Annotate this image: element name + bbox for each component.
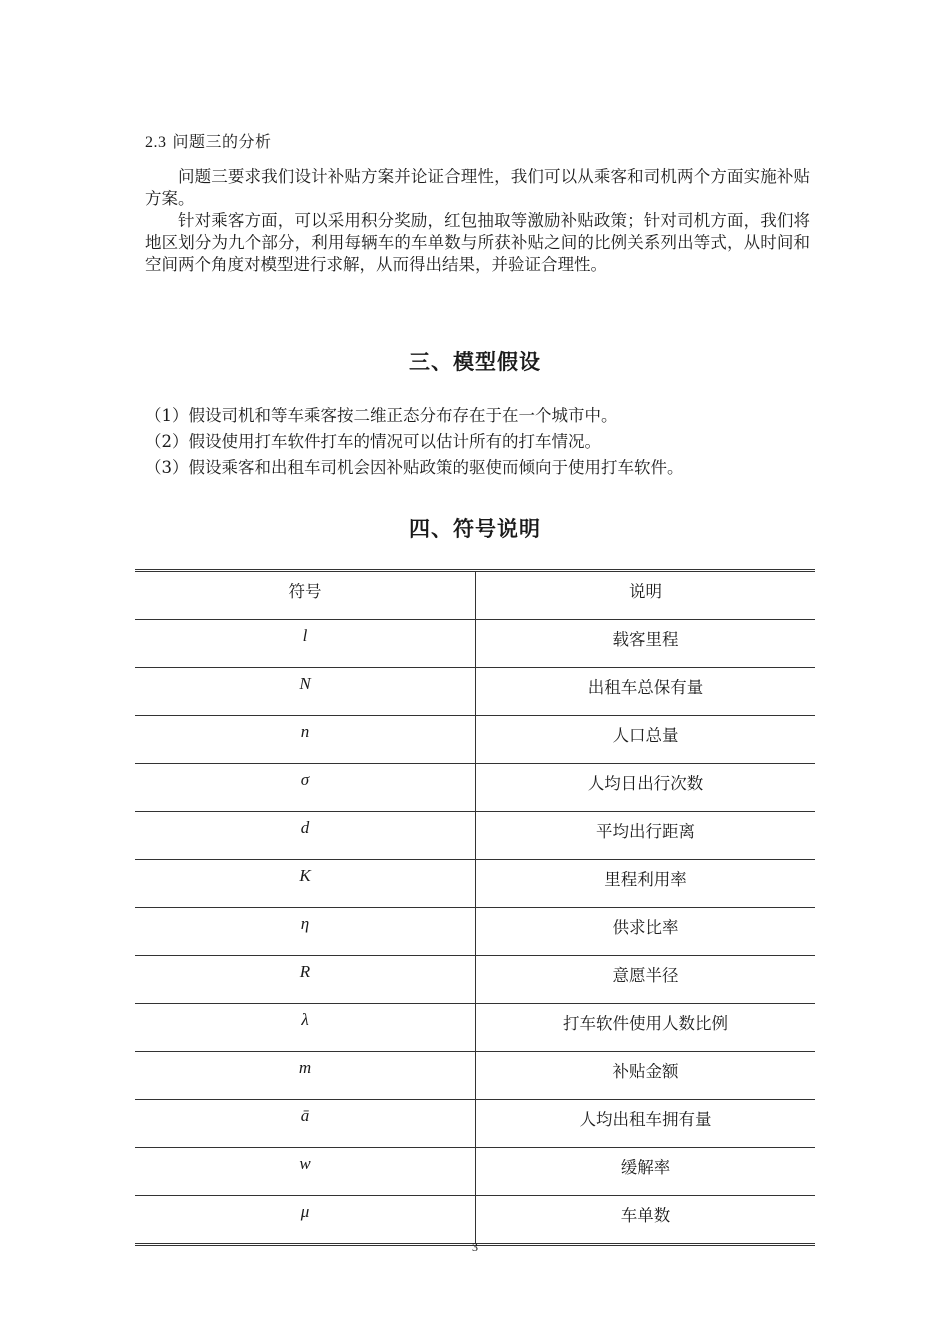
table-row [135, 1148, 815, 1196]
table-row [135, 1004, 815, 1052]
section-title: 问题三的分析 [172, 132, 272, 151]
header-description: 说明 [476, 571, 816, 620]
symbol-cell: ā [135, 1100, 476, 1148]
section-number: 2.3 [145, 134, 167, 151]
table-row [135, 716, 815, 764]
table-row [135, 908, 815, 956]
description-cell: 缓解率 [476, 1148, 816, 1196]
symbol-cell: d [135, 812, 476, 860]
assumption-item: （2）假设使用打车软件打车的情况可以估计所有的打车情况。 [145, 432, 601, 451]
symbol-table [135, 569, 815, 1246]
description-cell: 人均出租车拥有量 [476, 1100, 816, 1148]
chapter-title-assumptions: 三、模型假设 [409, 350, 541, 374]
symbol-cell: η [135, 908, 476, 956]
symbol-cell: K [135, 860, 476, 908]
description-cell: 意愿半径 [476, 956, 816, 1004]
description-cell: 出租车总保有量 [476, 668, 816, 716]
description-cell: 供求比率 [476, 908, 816, 956]
table-row [135, 860, 815, 908]
symbol-cell: n [135, 716, 476, 764]
paragraph: 问题三要求我们设计补贴方案并论证合理性，我们可以从乘客和司机两个方面实施补贴方案。 [145, 167, 810, 208]
table-row [135, 668, 815, 716]
description-cell: 补贴金额 [476, 1052, 816, 1100]
header-symbol: 符号 [135, 571, 476, 620]
symbol-cell: R [135, 956, 476, 1004]
assumption-item: （1）假设司机和等车乘客按二维正态分布存在于在一个城市中。 [145, 406, 618, 425]
description-cell: 载客里程 [476, 620, 816, 668]
paragraph: 针对乘客方面，可以采用积分奖励，红包抽取等激励补贴政策；针对司机方面，我们将地区划分为九个部分，利用每辆车的车单数与所获补贴之间的比例关系列出等式，从时间和空间两个角度对模型进行求解，从而得出结果，并验证合理性。 [145, 211, 810, 274]
description-cell: 里程利用率 [476, 860, 816, 908]
table-row [135, 1100, 815, 1148]
symbol-cell: w [135, 1148, 476, 1196]
table-row [135, 812, 815, 860]
symbol-cell: m [135, 1052, 476, 1100]
symbol-cell: N [135, 668, 476, 716]
table-row [135, 956, 815, 1004]
table-row [135, 620, 815, 668]
symbol-cell: σ [135, 764, 476, 812]
symbol-cell: λ [135, 1004, 476, 1052]
description-cell: 打车软件使用人数比例 [476, 1004, 816, 1052]
assumption-item: （3）假设乘客和出租车司机会因补贴政策的驱使而倾向于使用打车软件。 [145, 458, 684, 477]
symbol-cell: l [135, 620, 476, 668]
table-header-row [135, 571, 815, 620]
table-row [135, 1196, 815, 1245]
symbol-cell: μ [135, 1196, 476, 1245]
section-heading [145, 129, 272, 152]
table-row [135, 764, 815, 812]
table-row [135, 1052, 815, 1100]
description-cell: 人均日出行次数 [476, 764, 816, 812]
description-cell: 人口总量 [476, 716, 816, 764]
description-cell: 车单数 [620, 1206, 671, 1225]
chapter-title-symbols: 四、符号说明 [409, 517, 541, 541]
page-number: 3 [472, 1240, 478, 1254]
description-cell: 平均出行距离 [476, 812, 816, 860]
